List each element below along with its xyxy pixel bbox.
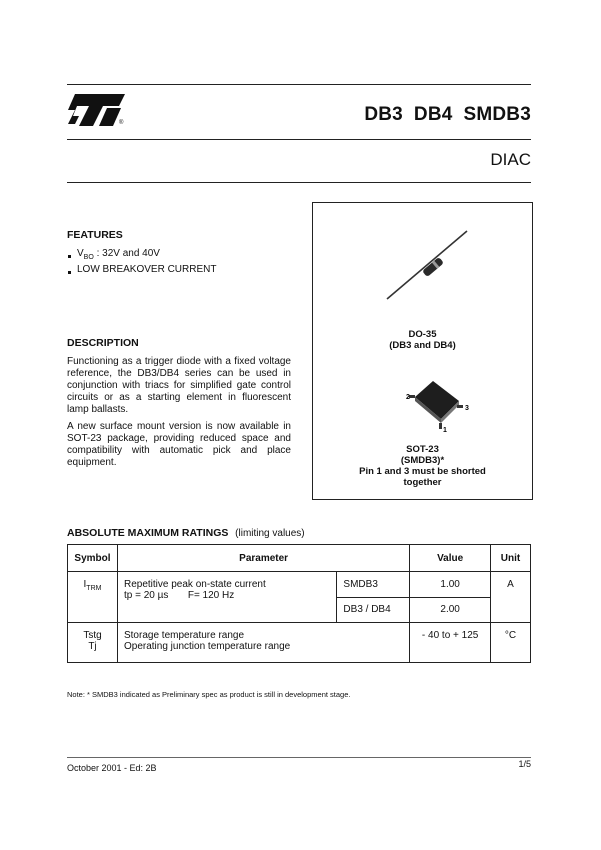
sot23-pin3-label: 3 [465,405,469,412]
symbol-tstg: Tstg [83,630,102,641]
do35-devices: (DB3 and DB4) [389,340,456,351]
description-text [67,356,291,474]
unit-itrm: A [491,572,531,623]
ratings-table [67,544,531,663]
registered-mark: ® [119,120,124,126]
sot23-package-image [403,373,473,433]
sot23-name: SOT-23 [406,444,439,455]
symbol-itrm: $I_{TRM}$ [68,572,118,623]
st-logo [67,92,127,132]
column-header-parameter: Parameter [117,545,409,572]
description-paragraph: A new surface mount version is now available in SOT-23 package, providing reduced space and compatibility with automatic pick and place equipment. [67,421,291,468]
page-number: 1/5 [518,759,531,769]
sot23-pin1-label: 1 [443,427,447,433]
parameter-condition: tp = 20 µs F= 120 Hz [123,590,235,601]
column-header-unit: Unit [491,545,531,572]
parameter-line: Repetitive peak on-state current [123,579,266,590]
symbol-tj: Tj [88,641,97,652]
table-header-row [68,545,531,572]
header-mid-rule [67,139,531,140]
value-db3-db4: 2.00 [410,598,491,623]
package-box [312,202,533,500]
do35-diode-image [383,223,483,303]
features-list [67,248,297,276]
do35-label [313,329,532,351]
parameter-temperature [117,623,409,663]
device-db3-db4: DB3 / DB4 [337,598,410,623]
sot23-note: Pin 1 and 3 must be shorted [359,466,486,477]
unit-temperature: °C [491,623,531,663]
feature-item-vbo: $V_{BO}$ : 32V and 40V [67,248,297,264]
footer-rule [67,757,531,758]
parameter-itrm [117,572,336,623]
table-row [68,572,531,598]
sot23-note-cont: together [403,477,442,488]
footnote: Note: * SMDB3 indicated as Preliminary spec as product is still in development stage. [67,690,351,699]
footer-date: October 2001 - Ed: 2B [67,763,157,773]
page-title: DB3 DB4 SMDB3 [364,104,531,125]
description-paragraph: Functioning as a trigger diode with a fixed voltage reference, the DB3/DB4 series can be used in conjunction with triacs for simplified gate control circuits or as a starting element in fluorescent lamp ballasts. [67,356,291,415]
symbol-temperature [68,623,118,663]
parameter-line: Storage temperature range [123,630,245,641]
page-subtitle: DIAC [490,150,531,169]
ratings-heading-row [67,527,305,539]
table-row [68,623,531,663]
header-top-rule [67,84,531,85]
features-heading: FEATURES [67,229,123,241]
sot23-pin2-label: 2 [406,394,410,401]
value-temperature: - 40 to + 125 [410,623,491,663]
parameter-line: Operating junction temperature range [123,641,291,652]
sot23-label [313,444,532,488]
description-heading: DESCRIPTION [67,337,139,349]
device-smdb3: SMDB3 [337,572,410,598]
sot23-device: (SMDB3)* [400,455,445,466]
ratings-heading: ABSOLUTE MAXIMUM RATINGS [67,527,229,539]
do35-name: DO-35 [408,329,437,340]
value-smdb3: 1.00 [410,572,491,598]
column-header-value: Value [410,545,491,572]
column-header-symbol: Symbol [68,545,118,572]
ratings-heading-note: (limiting values) [235,528,305,539]
feature-item-breakover: LOW BREAKOVER CURRENT [67,264,297,276]
header-bottom-rule [67,182,531,183]
